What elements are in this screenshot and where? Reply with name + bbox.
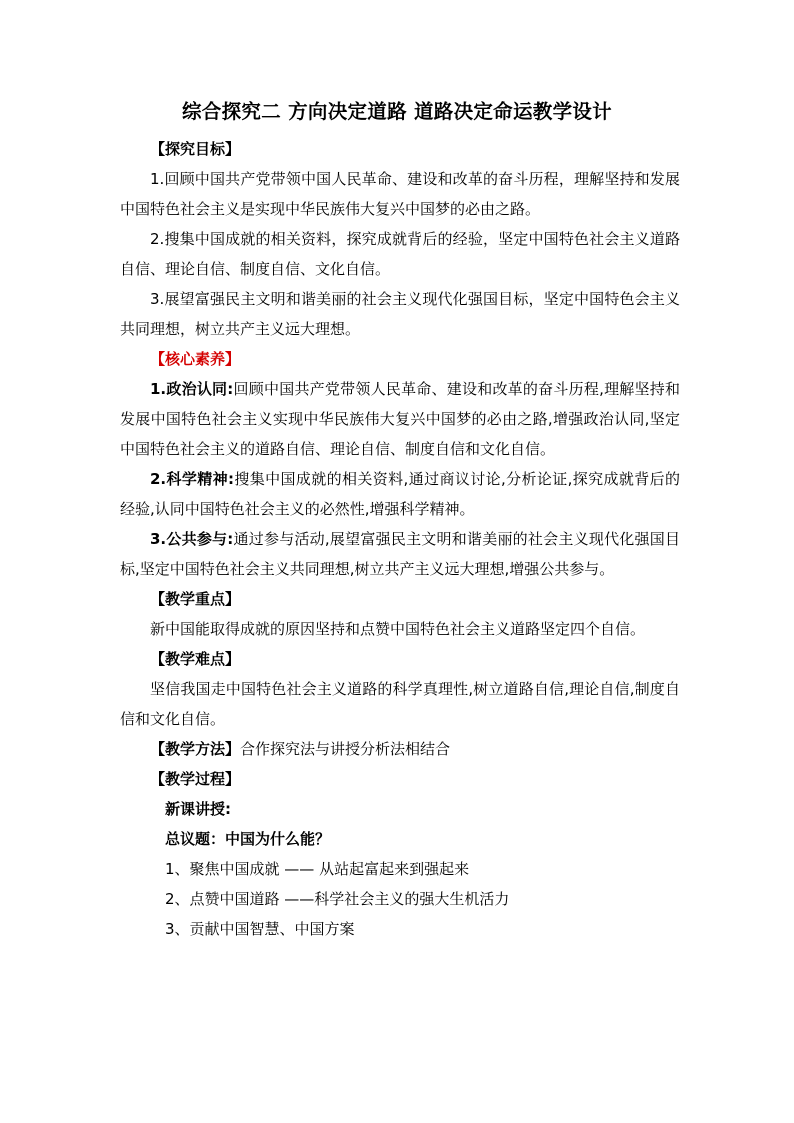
main-topic: 总议题：中国为什么能？	[165, 830, 331, 848]
goal-item: 3.展望富强民主文明和谐美丽的社会主义现代化强国目标，坚定中国特色会主义共同理想，树立共产主义远大理想。	[120, 290, 680, 338]
goals-heading: 【探究目标】	[150, 140, 241, 158]
literacy-item-label: 1.政治认同:	[150, 380, 234, 398]
goal-item: 2.搜集中国成就的相关资料，探究成就背后的经验，坚定中国特色社会主义道路自信、理论自信、制度自信、文化自信。	[120, 230, 680, 278]
literacy-item-label: 2.科学精神:	[150, 470, 235, 488]
new-lesson-label: 新课讲授:	[165, 800, 231, 818]
literacy-item	[120, 524, 680, 584]
literacy-item-text: 通过参与活动,展望富强民主文明和谐美丽的社会主义现代化强国目标,坚定中国特色社会主义共同理想,树立共产主义远大理想,增强公共参与。	[120, 530, 680, 578]
process-heading: 【教学过程】	[150, 770, 241, 788]
methods-text: 合作探究法与讲授分析法相结合	[240, 740, 451, 758]
process-item: 3、贡献中国智慧、中国方案	[165, 920, 355, 938]
document-title: 综合探究二 方向决定道路 道路决定命运教学设计	[182, 100, 612, 123]
literacy-item-label: 3.公共参与:	[150, 530, 234, 548]
process-item: 1、聚焦中国成就 —— 从站起富起来到强起来	[165, 860, 470, 878]
document-body	[120, 134, 680, 944]
process-item: 2、点赞中国道路 ——科学社会主义的强大生机活力	[165, 890, 510, 908]
literacy-heading: 【核心素养】	[150, 350, 241, 368]
difficulties-heading: 【教学难点】	[150, 650, 241, 668]
literacy-item	[120, 374, 680, 464]
key-points-text: 新中国能取得成就的原因坚持和点赞中国特色社会主义道路坚定四个自信。	[150, 620, 646, 638]
difficulties-text: 坚信我国走中国特色社会主义道路的科学真理性,树立道路自信,理论自信,制度自信和文化自信。	[120, 680, 680, 728]
goal-item: 1.回顾中国共产党带领中国人民革命、建设和改革的奋斗历程，理解坚持和发展中国特色社会主义是实现中华民族伟大复兴中国梦的必由之路。	[120, 170, 680, 218]
methods-heading: 【教学方法】	[150, 740, 241, 758]
key-points-heading: 【教学重点】	[150, 590, 241, 608]
literacy-item-text: 回顾中国共产党带领人民革命、建设和改革的奋斗历程,理解坚持和发展中国特色社会主义实现中华民族伟大复兴中国梦的必由之路,增强政治认同,坚定中国特色社会主义的道路自信、理论自信、制度自信和文化自信。	[120, 380, 680, 458]
literacy-item-text: 搜集中国成就的相关资料,通过商议讨论,分析论证,探究成就背后的经验,认同中国特色社会主义的必然性,增强科学精神。	[120, 470, 681, 518]
methods-line	[120, 734, 680, 764]
literacy-item	[120, 464, 680, 524]
